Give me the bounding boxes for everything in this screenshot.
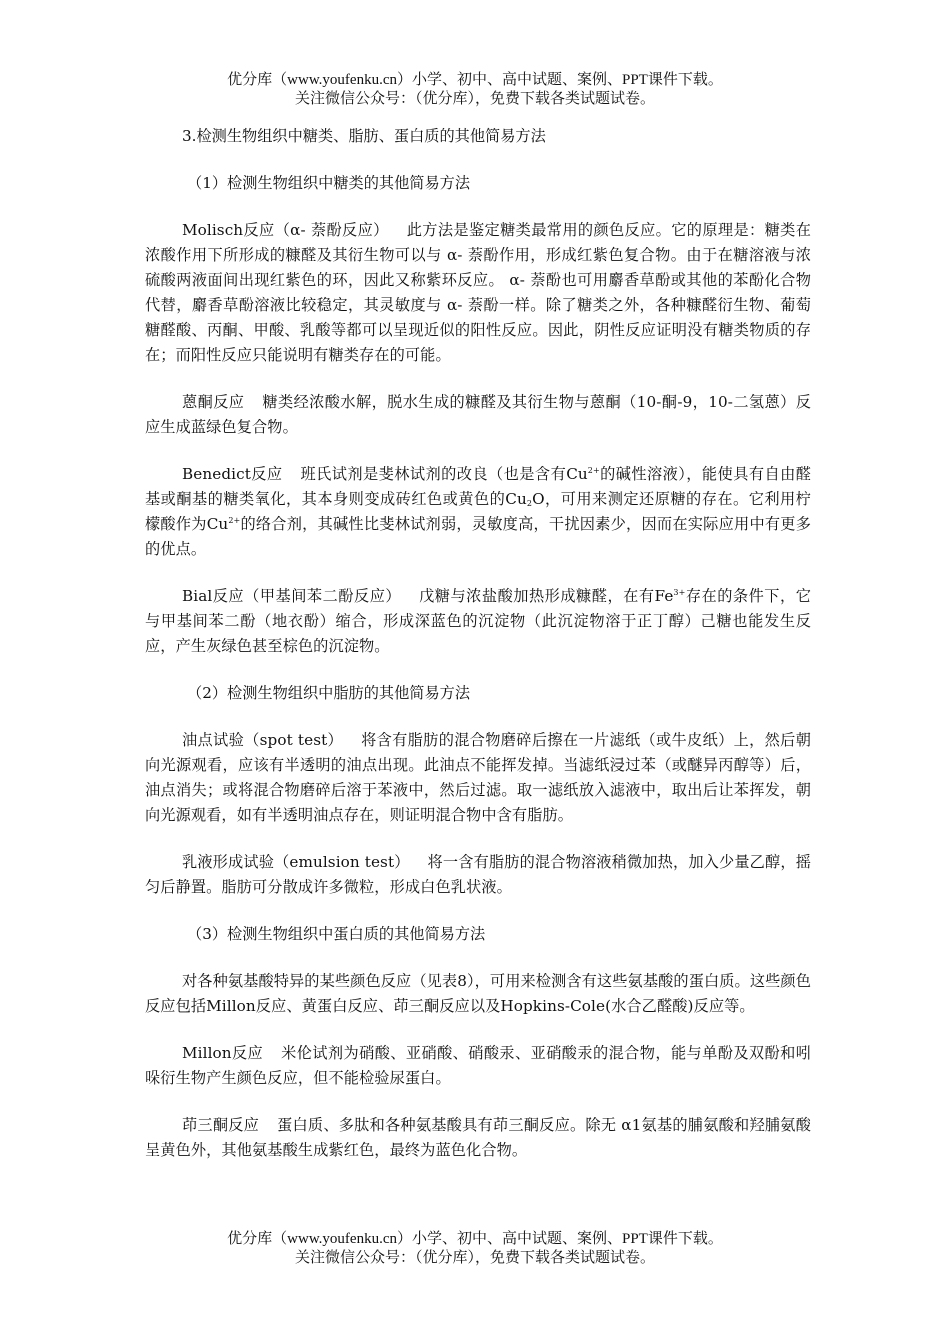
paragraph-millon <box>145 1041 811 1091</box>
text-benedict-a: 班氏试剂是斐林试剂的改良（也是含有Cu <box>300 465 588 483</box>
term-millon: Millon反应 <box>182 1044 264 1062</box>
text-bial-a: 戊糖与浓盐酸加热形成糠醛，在有Fe <box>419 587 674 605</box>
section-title: 3.检测生物组织中糖类、脂肪、蛋白质的其他简易方法 <box>182 127 546 145</box>
footer-line-1: 优分库（www.youfenku.cn）小学、初中、高中试题、案例、PPT课件下载。 <box>227 1231 723 1247</box>
term-benedict: Benedict反应 <box>182 465 283 483</box>
term-bial: Bial反应（甲基间苯二酚反应） <box>182 587 402 605</box>
paragraph-anthrone <box>145 390 811 440</box>
text-spot-test: 将含有脂肪的混合物磨碎后擦在一片滤纸（或牛皮纸）上，然后朝向光源观看，应该有半透明的油点出现。此油点不能挥发掉。当滤纸浸过苯（或醚异丙醇等）后，油点消失；或将混合物磨碎后溶于苯液中，然后过滤。取一滤纸放入滤液中，取出后让苯挥发，朝向光源观看，如有半透明油点存在，则证明混合物中含有脂肪。 <box>145 731 811 824</box>
paragraph-molisch <box>145 218 811 368</box>
term-spot-test: 油点试验（spot test） <box>182 731 344 749</box>
paragraph-ninhydrin <box>145 1113 811 1163</box>
page-header <box>0 71 950 109</box>
document-body <box>145 124 811 1185</box>
page-footer <box>0 1230 950 1268</box>
term-emulsion-test: 乳液形成试验（emulsion test） <box>182 853 410 871</box>
header-line-2: 关注微信公众号：（优分库），免费下载各类试题试卷。 <box>294 91 655 107</box>
paragraph-bial <box>145 584 811 659</box>
term-ninhydrin: 茚三酮反应 <box>182 1116 260 1134</box>
paragraph-emulsion-test <box>145 850 811 900</box>
paragraph-spot-test <box>145 728 811 828</box>
paragraph-protein-intro: 对各种氨基酸特异的某些颜色反应（见表8），可用来检测含有这些氨基酸的蛋白质。这些颜色反应包括Millon反应、黄蛋白反应、茚三酮反应以及Hopkins-Cole(水合乙醛酸)反应等。 <box>145 972 811 1015</box>
subsection-title-proteins: （3）检测生物组织中蛋白质的其他简易方法 <box>187 925 486 943</box>
text-bial-b: 存在的条件下，它与甲基间苯二酚（地衣酚）缩合，形成深蓝色的沉淀物（此沉淀物溶于正丁醇）己糖也能发生反应，产生灰绿色甚至棕色的沉淀物。 <box>145 587 811 655</box>
text-molisch: 此方法是鉴定糖类最常用的颜色反应。它的原理是：糖类在浓酸作用下所形成的糠醛及其衍生物可以与 α- 萘酚作用，形成红紫色复合物。由于在糖溶液与浓硫酸两液面间出现红紫色的环，因此又称紫环反应。 α- 萘酚也可用麝香草酚或其他的苯酚化合物代替，麝香草酚溶液比较稳定，其灵敏度与 α- 萘酚一样。除了糖类之外，各种糠醛衍生物、葡萄糖醛酸、丙酮、甲酸、乳酸等都可以呈现近似的阳性反应。因此，阴性反应证明没有糖类物质的存在；而阳性反应只能说明有糖类存在的可能。 <box>145 221 811 364</box>
text-benedict-b: 的碱性溶液），能使具有自由醛基或酮基的糖类氧化，其本身则变成砖红色或黄色的Cu <box>145 465 811 508</box>
subscript-count: 2 <box>526 499 533 508</box>
text-benedict-d: 的络合剂，其碱性比斐林试剂弱，灵敏度高，干扰因素少，因而在实际应用中有更多的优点。 <box>145 515 811 558</box>
paragraph-benedict <box>145 462 811 562</box>
text-anthrone: 糖类经浓酸水解，脱水生成的糠醛及其衍生物与蒽酮（10-酮-9，10-二氢蒽）反应生成蓝绿色复合物。 <box>145 393 811 436</box>
term-molisch: Molisch反应（α- 萘酚反应） <box>182 221 389 239</box>
subsection-title-carbohydrates: （1）检测生物组织中糖类的其他简易方法 <box>187 174 471 192</box>
subsection-title-fats: （2）检测生物组织中脂肪的其他简易方法 <box>187 684 471 702</box>
superscript-charge: 2+ <box>587 466 600 475</box>
superscript-charge: 3+ <box>673 588 686 597</box>
footer-line-2: 关注微信公众号：（优分库），免费下载各类试题试卷。 <box>294 1250 655 1266</box>
text-millon: 米伦试剂为硝酸、亚硝酸、硝酸汞、亚硝酸汞的混合物，能与单酚及双酚和吲哚衍生物产生颜色反应，但不能检验尿蛋白。 <box>145 1044 811 1087</box>
text-ninhydrin: 蛋白质、多肽和各种氨基酸具有茚三酮反应。除无 α1氨基的脯氨酸和羟脯氨酸呈黄色外，其他氨基酸生成紫红色，最终为蓝色化合物。 <box>145 1116 811 1159</box>
term-anthrone: 蒽酮反应 <box>182 393 245 411</box>
text-benedict-c: O，可用来测定还原糖的存在。它利用柠檬酸作为Cu <box>145 490 811 533</box>
header-line-1: 优分库（www.youfenku.cn）小学、初中、高中试题、案例、PPT课件下载。 <box>227 72 723 88</box>
text-emulsion-test: 将一含有脂肪的混合物溶液稍微加热，加入少量乙醇，摇匀后静置。脂肪可分散成许多微粒，形成白色乳状液。 <box>145 853 811 896</box>
superscript-charge: 2+ <box>228 516 241 525</box>
